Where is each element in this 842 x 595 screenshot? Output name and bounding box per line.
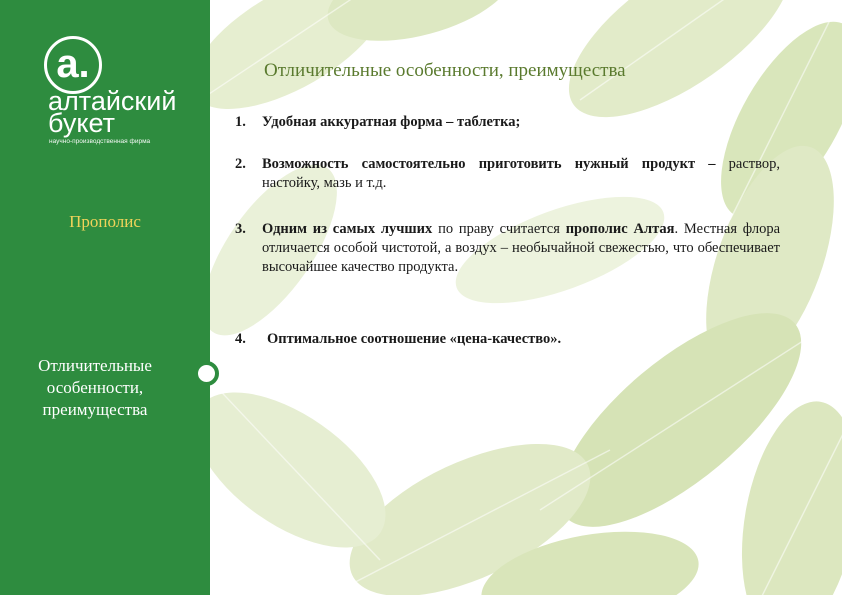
list-item — [235, 330, 780, 349]
sidebar-features-label: Отличительные особенности, преимущества — [38, 356, 152, 419]
page-title: Отличительные особенности, преимущества — [264, 60, 626, 81]
leaves-background — [210, 0, 842, 595]
section-marker-icon — [194, 361, 219, 386]
list-item — [235, 220, 780, 277]
list-text-bold-lead: Одним из самых лучших — [262, 221, 433, 237]
sidebar-propolis-label: Прополис — [69, 212, 141, 231]
list-text-bold: Возможность самостоятельно приготовить нужный продукт – — [262, 156, 716, 172]
list-number: 3. — [235, 221, 246, 237]
logo-tagline: научно-производственная фирма — [49, 138, 151, 145]
list-number: 2. — [235, 156, 246, 172]
list-number: 4. — [235, 331, 246, 347]
list-item — [235, 113, 780, 132]
list-text-bold: Удобная аккуратная форма – таблетка; — [262, 114, 521, 130]
list-item — [235, 155, 780, 193]
list-text: раствор, настойку, мазь и т.д. — [262, 156, 780, 191]
logo-name-line1: алтайский — [48, 86, 177, 116]
sidebar — [0, 0, 210, 595]
logo-name-line2: букет — [48, 108, 115, 138]
list-text: . Местная флора отличается особой чистотой, а воздух – необычайной свежестью, что обеспечивает высочайшее качество продукта. — [262, 221, 781, 275]
logo-letter: a. — [56, 42, 90, 86]
list-text-mid: по праву считается — [438, 221, 560, 237]
list-number: 1. — [235, 114, 246, 130]
list-text-bold: Оптимальное соотношение «цена-качество». — [267, 331, 562, 347]
leaf-shapes — [210, 0, 842, 595]
list-text-bold-tail: прополис Алтая — [565, 221, 675, 237]
